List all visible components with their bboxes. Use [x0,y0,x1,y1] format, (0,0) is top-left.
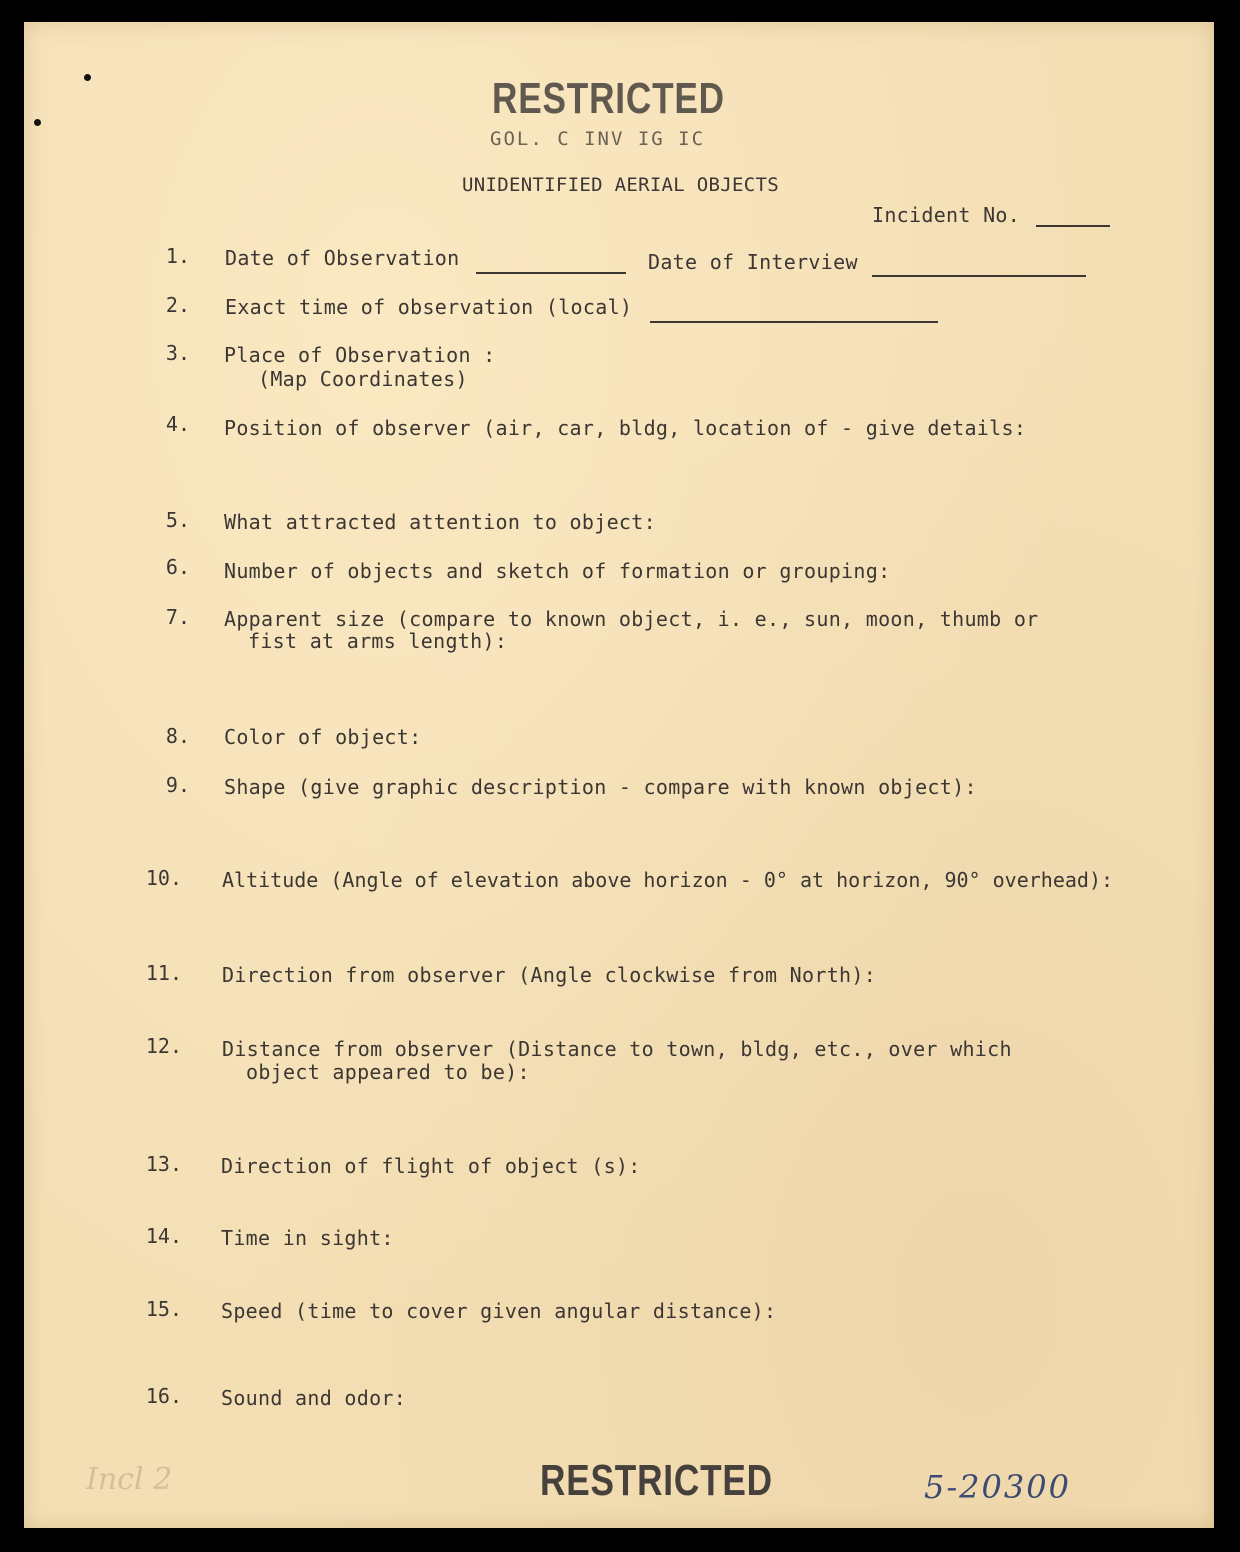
question-2-label: Exact time of observation (local) [225,295,633,319]
restricted-stamp-top: RESTRICTED [492,74,725,123]
question-number-1: 1. [165,244,190,268]
question-11-label: Direction from observer (Angle clockwise from North): [222,963,877,987]
question-number-15: 15. [145,1297,182,1321]
question-number-16: 16. [145,1384,182,1408]
question-14-label: Time in sight: [221,1226,394,1250]
ink-dot [84,74,91,81]
incident-number-line [1036,225,1110,227]
question-1-label-2: Date of Interview [648,250,858,274]
handwritten-file-number: 5-20300 [924,1468,1071,1506]
question-number-5: 5. [165,508,190,532]
question-4-label: Position of observer (air, car, bldg, location of - give details: [224,416,1027,440]
question-number-2: 2. [165,293,190,317]
question-number-10: 10. [145,866,182,890]
question-12-label: Distance from observer (Distance to town, bldg, etc., over which [222,1037,1012,1061]
exact-time-line [650,321,938,323]
restricted-stamp-bottom: RESTRICTED [540,1456,773,1505]
handwritten-inclosure-note: Incl 2 [86,1462,173,1497]
date-of-observation-line [476,272,626,274]
question-number-7: 7. [165,605,190,629]
question-number-14: 14. [145,1224,182,1248]
date-of-interview-line [872,275,1086,277]
question-number-4: 4. [165,412,190,436]
question-12-label-2: object appeared to be): [246,1060,530,1084]
question-7-label: Apparent size (compare to known object, i. e., sun, moon, thumb or [224,607,1039,631]
question-8-label: Color of object: [224,725,422,749]
form-title: UNIDENTIFIED AERIAL OBJECTS [462,174,779,196]
question-6-label: Number of objects and sketch of formation or grouping: [224,559,891,583]
question-3-label-2: (Map Coordinates) [258,367,468,391]
question-16-label: Sound and odor: [221,1386,407,1410]
question-10-label: Altitude (Angle of elevation above horizon - 0° at horizon, 90° overhead): [222,868,1114,892]
question-13-label: Direction of flight of object (s): [221,1154,641,1178]
form-subtitle: GOL. C INV IG IC [490,128,706,150]
question-number-6: 6. [165,555,190,579]
question-7-label-2: fist at arms length): [248,629,508,653]
question-5-label: What attracted attention to object: [224,510,656,534]
question-15-label: Speed (time to cover given angular distance): [221,1299,777,1323]
ink-dot [34,119,41,126]
question-number-11: 11. [145,961,182,985]
question-9-label: Shape (give graphic description - compare with known object): [224,775,977,799]
form-page [24,22,1214,1528]
question-number-9: 9. [165,773,190,797]
question-number-13: 13. [145,1152,182,1176]
question-number-8: 8. [165,724,190,748]
question-1-label: Date of Observation [225,246,460,270]
question-3-label: Place of Observation : [224,343,496,367]
question-number-3: 3. [165,341,190,365]
question-number-12: 12. [145,1034,182,1058]
incident-label: Incident No. [872,203,1021,227]
